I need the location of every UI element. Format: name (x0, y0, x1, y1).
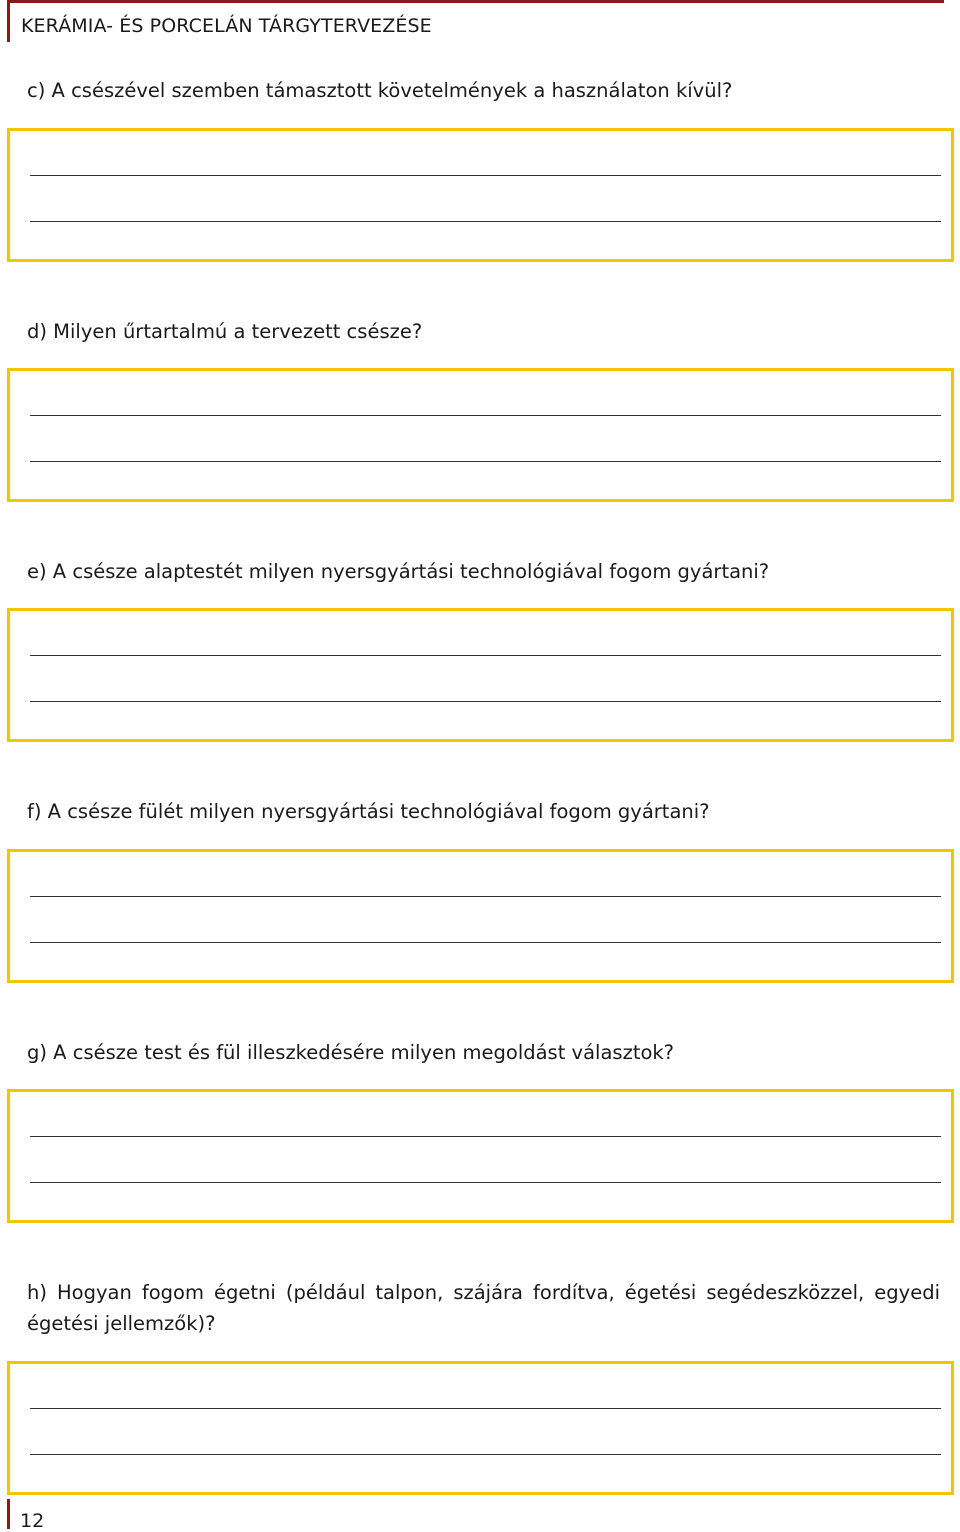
question-c: c) A csészével szemben támasztott követelmények a használaton kívül? (27, 79, 733, 102)
answer-box-h[interactable] (7, 1361, 954, 1495)
answer-line (30, 415, 941, 416)
question-f: f) A csésze fülét milyen nyersgyártási technológiával fogom gyártani? (27, 800, 710, 823)
answer-box-g[interactable] (7, 1089, 954, 1223)
answer-line (30, 221, 941, 222)
answer-box-e[interactable] (7, 608, 954, 742)
answer-box-f[interactable] (7, 849, 954, 983)
answer-line (30, 1454, 941, 1455)
question-h: h) Hogyan fogom égetni (például talpon, szájára fordítva, égetési segédeszközzel, egyedi égetési jellemzők)? (27, 1281, 940, 1335)
answer-line (30, 655, 941, 656)
answer-line (30, 701, 941, 702)
answer-line (30, 1136, 941, 1137)
answer-line (30, 461, 941, 462)
footer-accent-rule (7, 1499, 10, 1529)
answer-line (30, 175, 941, 176)
page-header-title: KERÁMIA- ÉS PORCELÁN TÁRGYTERVEZÉSE (21, 15, 432, 37)
answer-box-d[interactable] (7, 368, 954, 502)
answer-line (30, 896, 941, 897)
answer-line (30, 1408, 941, 1409)
answer-line (30, 942, 941, 943)
question-e: e) A csésze alaptestét milyen nyersgyártási technológiával fogom gyártani? (27, 560, 770, 583)
page-number: 12 (20, 1510, 45, 1532)
answer-box-c[interactable] (7, 128, 954, 262)
question-d: d) Milyen űrtartalmú a tervezett csésze? (27, 320, 423, 343)
answer-line (30, 1182, 941, 1183)
question-g: g) A csésze test és fül illeszkedésére milyen megoldást választok? (27, 1041, 675, 1064)
